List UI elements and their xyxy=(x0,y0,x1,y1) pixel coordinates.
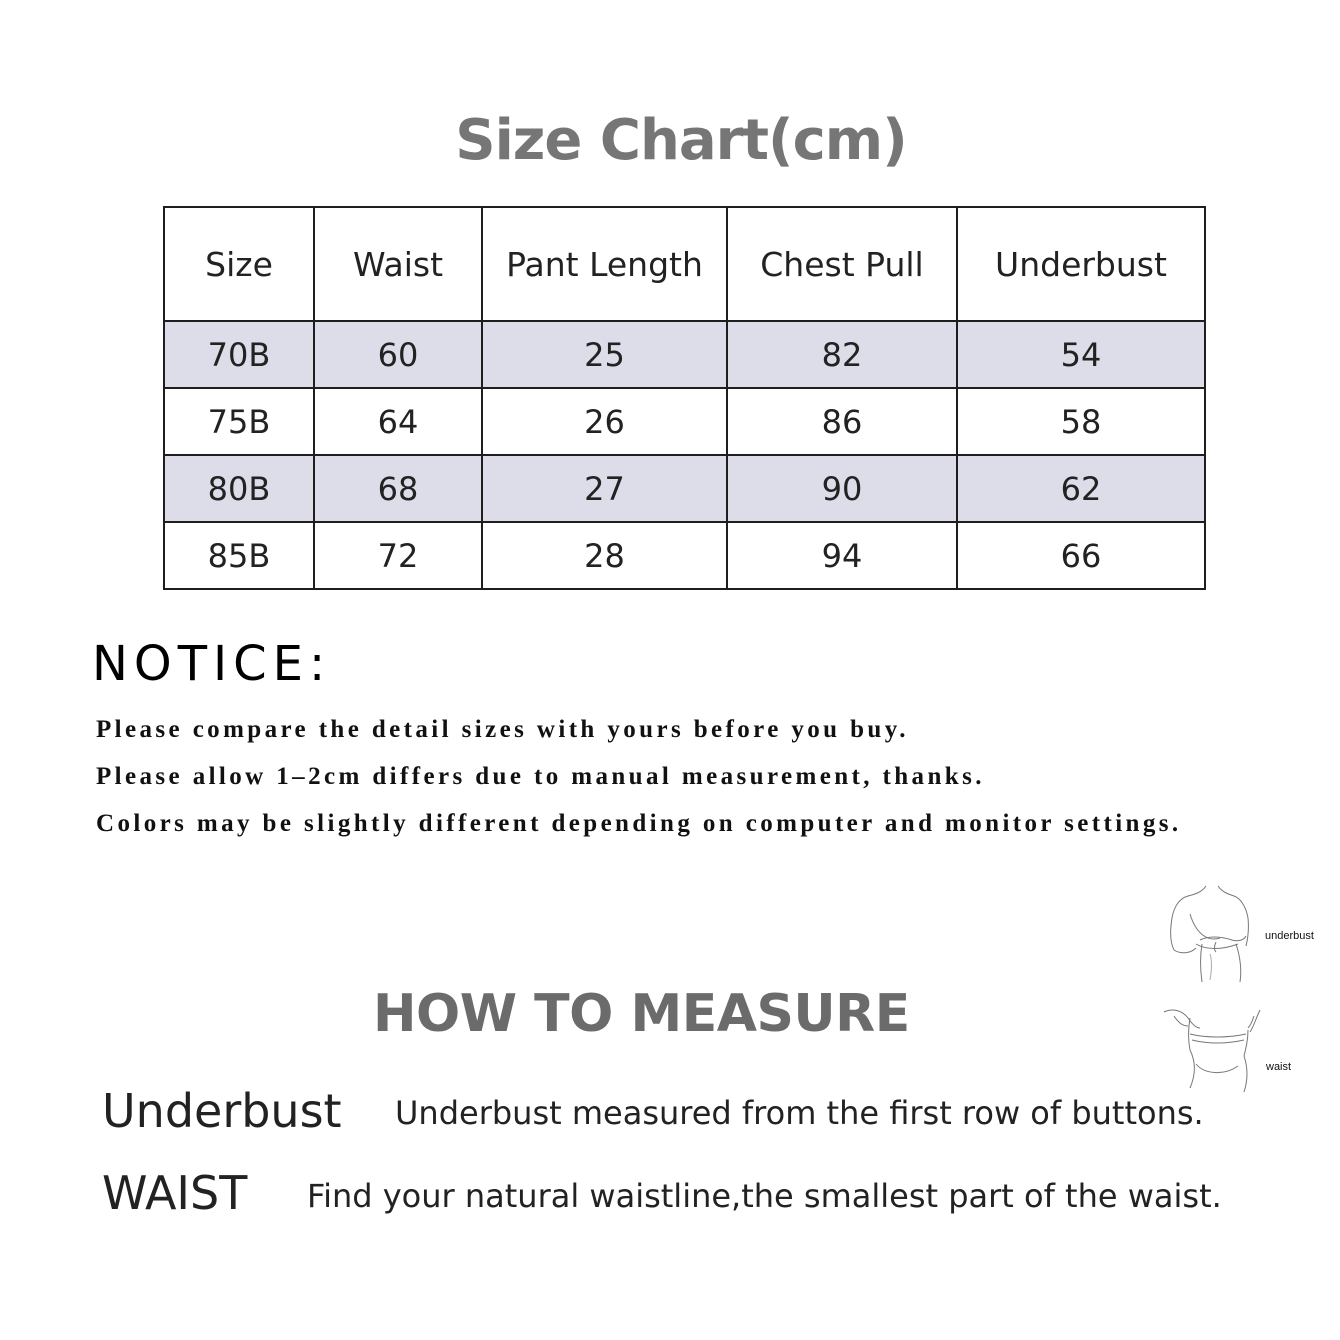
measure-term-waist: WAIST xyxy=(102,1166,248,1220)
figure-label: underbust xyxy=(1265,930,1314,942)
table-cell: 94 xyxy=(727,522,957,589)
table-cell: 72 xyxy=(314,522,482,589)
table-cell: 28 xyxy=(482,522,727,589)
size-chart-title: Size Chart(cm) xyxy=(455,108,907,173)
table-cell: 25 xyxy=(482,321,727,388)
table-cell: 85B xyxy=(164,522,314,589)
table-cell: 66 xyxy=(957,522,1205,589)
measure-term-underbust: Underbust xyxy=(102,1084,342,1138)
table-header-cell: Pant Length xyxy=(482,207,727,321)
table-cell: 90 xyxy=(727,455,957,522)
table-header-cell: Waist xyxy=(314,207,482,321)
table-row xyxy=(164,522,1205,589)
table-cell: 54 xyxy=(957,321,1205,388)
notice-heading: NOTICE: xyxy=(92,636,332,692)
table-header-cell: Underbust xyxy=(957,207,1205,321)
table-row xyxy=(164,321,1205,388)
table-cell: 75B xyxy=(164,388,314,455)
table-header-cell: Chest Pull xyxy=(727,207,957,321)
measure-description-underbust: Underbust measured from the first row of buttons. xyxy=(395,1094,1204,1132)
notice-line: Colors may be slightly different depending on computer and monitor settings. xyxy=(96,810,1182,837)
table-cell: 58 xyxy=(957,388,1205,455)
notice-line: Please allow 1–2cm differs due to manual measurement, thanks. xyxy=(96,763,985,790)
table-cell: 80B xyxy=(164,455,314,522)
measure-description-waist: Find your natural waistline,the smallest part of the waist. xyxy=(307,1177,1222,1215)
table-header-row xyxy=(164,207,1205,321)
notice-line: Please compare the detail sizes with yours before you buy. xyxy=(96,716,909,743)
table-cell: 82 xyxy=(727,321,957,388)
table-cell: 68 xyxy=(314,455,482,522)
table-row xyxy=(164,455,1205,522)
how-to-measure-title: HOW TO MEASURE xyxy=(373,984,910,1044)
table-cell: 26 xyxy=(482,388,727,455)
table-cell: 86 xyxy=(727,388,957,455)
underbust-figure-icon xyxy=(1166,884,1264,989)
table-header-cell: Size xyxy=(164,207,314,321)
table-cell: 70B xyxy=(164,321,314,388)
table-cell: 62 xyxy=(957,455,1205,522)
figure-label: waist xyxy=(1266,1061,1292,1073)
table-cell: 60 xyxy=(314,321,482,388)
table-row xyxy=(164,388,1205,455)
table-cell: 27 xyxy=(482,455,727,522)
waist-figure-icon xyxy=(1160,1004,1266,1101)
table-cell: 64 xyxy=(314,388,482,455)
size-table xyxy=(163,206,1206,590)
